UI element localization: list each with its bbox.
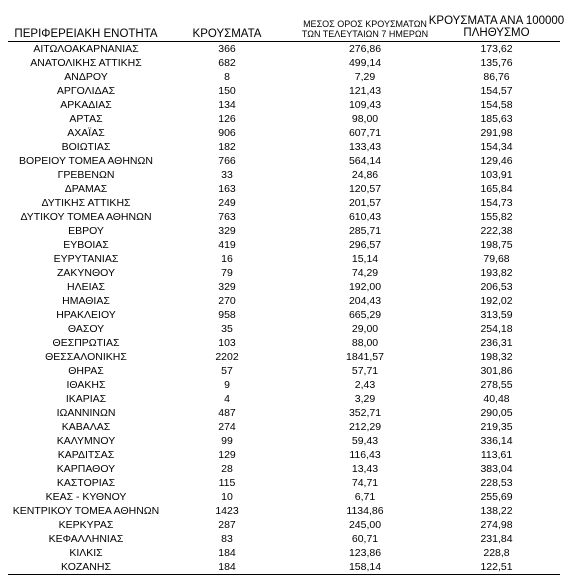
cell-avg7: 564,14 [348, 155, 382, 167]
cell-per100k: 165,84 [480, 183, 513, 195]
cell-per100k: 219,35 [480, 421, 513, 433]
cell-cases: 79 [221, 267, 233, 279]
cell-region: ΕΥΒΟΙΑΣ [63, 239, 109, 251]
cell-region: ΙΘΑΚΗΣ [66, 379, 106, 391]
cell-region: ΚΑΡΠΑΘΟΥ [56, 463, 116, 475]
cell-per100k: 236,31 [480, 337, 513, 349]
table-row [0, 182, 568, 196]
cell-cases: 766 [218, 155, 236, 167]
cell-cases: 134 [218, 99, 236, 111]
cell-per100k: 206,53 [480, 281, 513, 293]
header-avg7 [285, 19, 445, 39]
cell-avg7: 276,86 [348, 43, 382, 55]
cell-cases: 129 [218, 449, 236, 461]
cell-per100k: 198,32 [480, 351, 513, 363]
cell-cases: 9 [224, 379, 230, 391]
cell-cases: 682 [218, 57, 236, 69]
cell-region: ΚΙΛΚΙΣ [69, 547, 103, 559]
cell-region: ΑΝΔΡΟΥ [64, 71, 108, 83]
cell-cases: 958 [218, 309, 236, 321]
header-per100k-line1: ΚΡΟΥΣΜΑΤΑ ΑΝΑ 100000 [428, 15, 565, 27]
cell-region: ΑΡΚΑΔΙΑΣ [60, 99, 112, 111]
table-body [0, 42, 568, 575]
table-row [0, 322, 568, 336]
cell-cases: 287 [218, 519, 236, 531]
cell-per100k: 86,76 [483, 71, 510, 83]
header-region: ΠΕΡΙΦΕΡΕΙΑΚΗ ΕΝΟΤΗΤΑ [14, 28, 158, 40]
cell-avg7: 57,71 [351, 365, 379, 377]
cell-cases: 150 [218, 85, 236, 97]
cell-per100k: 228,8 [483, 547, 510, 559]
cell-per100k: 254,18 [480, 323, 513, 335]
cell-cases: 763 [218, 211, 236, 223]
cell-cases: 2202 [215, 351, 239, 363]
cell-cases: 33 [221, 169, 233, 181]
cell-per100k: 103,91 [480, 169, 513, 181]
cell-cases: 99 [221, 435, 233, 447]
cell-region: ΓΡΕΒΕΝΩΝ [57, 169, 115, 181]
table-row [0, 504, 568, 518]
cell-per100k: 228,53 [480, 477, 513, 489]
cell-avg7: 133,43 [348, 141, 382, 153]
cell-per100k: 185,63 [480, 113, 513, 125]
table-row [0, 238, 568, 252]
table-row [0, 210, 568, 224]
cell-avg7: 15,14 [351, 253, 379, 265]
cell-avg7: 121,43 [348, 85, 382, 97]
header-per100k [425, 15, 568, 39]
cell-avg7: 74,71 [351, 477, 379, 489]
cell-region: ΒΟΙΩΤΙΑΣ [61, 141, 111, 153]
table-row [0, 546, 568, 560]
table-row [0, 490, 568, 504]
cell-avg7: 204,43 [348, 295, 382, 307]
cell-cases: 163 [218, 183, 236, 195]
table-row [0, 476, 568, 490]
cell-cases: 270 [218, 295, 236, 307]
cell-region: ΙΚΑΡΙΑΣ [65, 393, 107, 405]
cell-region: ΚΕΡΚΥΡΑΣ [58, 519, 114, 531]
cell-per100k: 231,84 [480, 533, 513, 545]
cell-per100k: 129,46 [480, 155, 513, 167]
table-row [0, 42, 568, 56]
cell-region: ΗΜΑΘΙΑΣ [62, 295, 110, 307]
cell-per100k: 291,98 [480, 127, 513, 139]
cell-per100k: 193,82 [480, 267, 513, 279]
cell-cases: 184 [218, 547, 236, 559]
cell-per100k: 383,04 [480, 463, 513, 475]
cell-avg7: 201,57 [348, 197, 382, 209]
cell-region: ΘΕΣΣΑΛΟΝΙΚΗΣ [45, 351, 127, 363]
cell-region: ΔΥΤΙΚΟΥ ΤΟΜΕΑ ΑΘΗΝΩΝ [20, 211, 152, 223]
cell-avg7: 1134,86 [346, 505, 384, 517]
cell-avg7: 245,00 [348, 519, 382, 531]
cell-region: ΒΟΡΕΙΟΥ ΤΟΜΕΑ ΑΘΗΝΩΝ [19, 155, 153, 167]
cell-avg7: 1841,57 [346, 351, 384, 363]
cell-cases: 184 [218, 561, 236, 573]
cell-region: ΕΥΡΥΤΑΝΙΑΣ [53, 253, 119, 265]
table-row [0, 252, 568, 266]
cell-region: ΚΕΑΣ - ΚΥΘΝΟΥ [45, 491, 127, 503]
cell-avg7: 296,57 [348, 239, 382, 251]
cell-avg7: 24,86 [351, 169, 379, 181]
cell-avg7: 7,29 [354, 71, 376, 83]
table-row [8, 560, 560, 575]
cell-region: ΑΝΑΤΟΛΙΚΗΣ ΑΤΤΙΚΗΣ [30, 57, 142, 69]
table-row [0, 70, 568, 84]
table-row [0, 112, 568, 126]
cell-cases: 8 [224, 71, 230, 83]
cell-avg7: 88,00 [351, 337, 379, 349]
cell-cases: 83 [221, 533, 233, 545]
table-row [0, 364, 568, 378]
table-row [0, 266, 568, 280]
cell-per100k: 173,62 [480, 43, 513, 55]
cell-per100k: 301,86 [480, 365, 513, 377]
cell-cases: 1423 [215, 505, 239, 517]
table-row [0, 518, 568, 532]
cell-region: ΗΛΕΙΑΣ [66, 281, 105, 293]
cell-avg7: 109,43 [348, 99, 382, 111]
cell-cases: 28 [221, 463, 233, 475]
cell-cases: 274 [218, 421, 236, 433]
cell-avg7: 3,29 [354, 393, 376, 405]
cell-region: ΚΑΒΑΛΑΣ [61, 421, 111, 433]
header-avg7-line2: ΤΩΝ ΤΕΛΕΥΤΑΙΩΝ 7 ΗΜΕΡΩΝ [301, 29, 429, 39]
cell-avg7: 665,29 [348, 309, 382, 321]
cell-cases: 249 [218, 197, 236, 209]
cell-cases: 10 [221, 491, 233, 503]
table-row [0, 462, 568, 476]
cell-avg7: 29,00 [351, 323, 379, 335]
cell-avg7: 120,57 [348, 183, 382, 195]
table-row [0, 406, 568, 420]
cell-avg7: 74,29 [351, 267, 379, 279]
table-row [0, 308, 568, 322]
cell-region: ΚΑΣΤΟΡΙΑΣ [56, 477, 116, 489]
cell-region: ΘΕΣΠΡΩΤΙΑΣ [52, 337, 120, 349]
cell-cases: 329 [218, 281, 236, 293]
cell-per100k: 154,34 [480, 141, 513, 153]
table-row [0, 420, 568, 434]
cell-region: ΑΡΤΑΣ [69, 113, 103, 125]
cell-avg7: 212,29 [348, 421, 382, 433]
cell-avg7: 2,43 [354, 379, 376, 391]
table-row [0, 336, 568, 350]
cell-cases: 906 [218, 127, 236, 139]
table-row [0, 294, 568, 308]
cell-region: ΚΟΖΑΝΗΣ [61, 561, 111, 573]
cell-cases: 329 [218, 225, 236, 237]
table-row [0, 154, 568, 168]
cell-per100k: 198,75 [480, 239, 513, 251]
cell-cases: 182 [218, 141, 236, 153]
cell-avg7: 13,43 [351, 463, 379, 475]
table-row [0, 434, 568, 448]
cell-avg7: 192,00 [348, 281, 382, 293]
cell-region: ΚΑΡΔΙΤΣΑΣ [57, 449, 115, 461]
cell-per100k: 274,98 [480, 519, 513, 531]
cell-per100k: 155,82 [480, 211, 513, 223]
cell-cases: 16 [221, 253, 233, 265]
table-row [0, 98, 568, 112]
table-row [0, 84, 568, 98]
cell-cases: 4 [224, 393, 230, 405]
cell-cases: 35 [221, 323, 233, 335]
cell-per100k: 154,73 [480, 197, 513, 209]
cell-per100k: 154,57 [480, 85, 513, 97]
cell-avg7: 158,14 [348, 561, 382, 573]
cell-avg7: 60,71 [351, 533, 379, 545]
table-row [0, 126, 568, 140]
cell-region: ΑΧΑΪΑΣ [67, 127, 105, 139]
cell-cases: 366 [218, 43, 236, 55]
cell-region: ΑΡΓΟΛΙΔΑΣ [56, 85, 116, 97]
table-row [0, 196, 568, 210]
cell-avg7: 59,43 [351, 435, 379, 447]
cell-cases: 419 [218, 239, 236, 251]
cell-per100k: 154,58 [480, 99, 513, 111]
table-row [0, 350, 568, 364]
cell-per100k: 135,76 [480, 57, 513, 69]
cell-cases: 115 [218, 477, 236, 489]
cell-per100k: 79,68 [483, 253, 510, 265]
cell-region: ΚΕΦΑΛΛΗΝΙΑΣ [48, 533, 124, 545]
cell-region: ΔΥΤΙΚΗΣ ΑΤΤΙΚΗΣ [41, 197, 131, 209]
cell-per100k: 278,55 [480, 379, 513, 391]
table-row [0, 168, 568, 182]
cell-avg7: 98,00 [351, 113, 379, 125]
table-row [0, 56, 568, 70]
cell-per100k: 222,38 [480, 225, 513, 237]
cell-per100k: 255,69 [480, 491, 513, 503]
header-per100k-line2: ΠΛΗΘΥΣΜΟ [463, 27, 530, 39]
cell-per100k: 290,05 [480, 407, 513, 419]
cell-avg7: 6,71 [354, 491, 376, 503]
table-row [0, 140, 568, 154]
cell-region: ΑΙΤΩΛΟΑΚΑΡΝΑΝΙΑΣ [33, 43, 139, 55]
cell-avg7: 285,71 [348, 225, 382, 237]
cell-avg7: 116,43 [349, 449, 381, 461]
cell-per100k: 192,02 [480, 295, 513, 307]
cell-avg7: 123,86 [348, 547, 382, 559]
cell-avg7: 499,14 [348, 57, 382, 69]
cell-region: ΘΗΡΑΣ [68, 365, 104, 377]
cell-per100k: 122,51 [480, 561, 513, 573]
cell-region: ΙΩΑΝΝΙΝΩΝ [56, 407, 116, 419]
cell-region: ΔΡΑΜΑΣ [64, 183, 108, 195]
cell-region: ΖΑΚΥΝΘΟΥ [56, 267, 115, 279]
cell-per100k: 113,61 [480, 449, 513, 461]
cell-avg7: 610,43 [348, 211, 382, 223]
cell-region: ΚΕΝΤΡΙΚΟΥ ΤΟΜΕΑ ΑΘΗΝΩΝ [12, 505, 160, 517]
cell-cases: 103 [218, 337, 236, 349]
table-row [0, 532, 568, 546]
table-row [0, 280, 568, 294]
cell-per100k: 313,59 [480, 309, 513, 321]
header-cases: ΚΡΟΥΣΜΑΤΑ [192, 28, 262, 40]
cell-avg7: 352,71 [348, 407, 382, 419]
table-row [0, 378, 568, 392]
cell-cases: 126 [218, 113, 236, 125]
header-avg7-line1: ΜΕΣΟΣ ΟΡΟΣ ΚΡΟΥΣΜΑΤΩΝ [303, 19, 427, 29]
cell-per100k: 138,22 [480, 505, 513, 517]
table-row [0, 448, 568, 462]
cell-avg7: 607,71 [348, 127, 382, 139]
cell-region: ΕΒΡΟΥ [68, 225, 104, 237]
cell-region: ΘΑΣΟΥ [67, 323, 105, 335]
table-row [0, 224, 568, 238]
cell-cases: 487 [218, 407, 236, 419]
cell-region: ΗΡΑΚΛΕΙΟΥ [56, 309, 116, 321]
table-row [0, 392, 568, 406]
cell-region: ΚΑΛΥΜΝΟΥ [56, 435, 116, 447]
cell-cases: 57 [221, 365, 233, 377]
cell-per100k: 40,48 [483, 393, 510, 405]
cell-per100k: 336,14 [480, 435, 513, 447]
